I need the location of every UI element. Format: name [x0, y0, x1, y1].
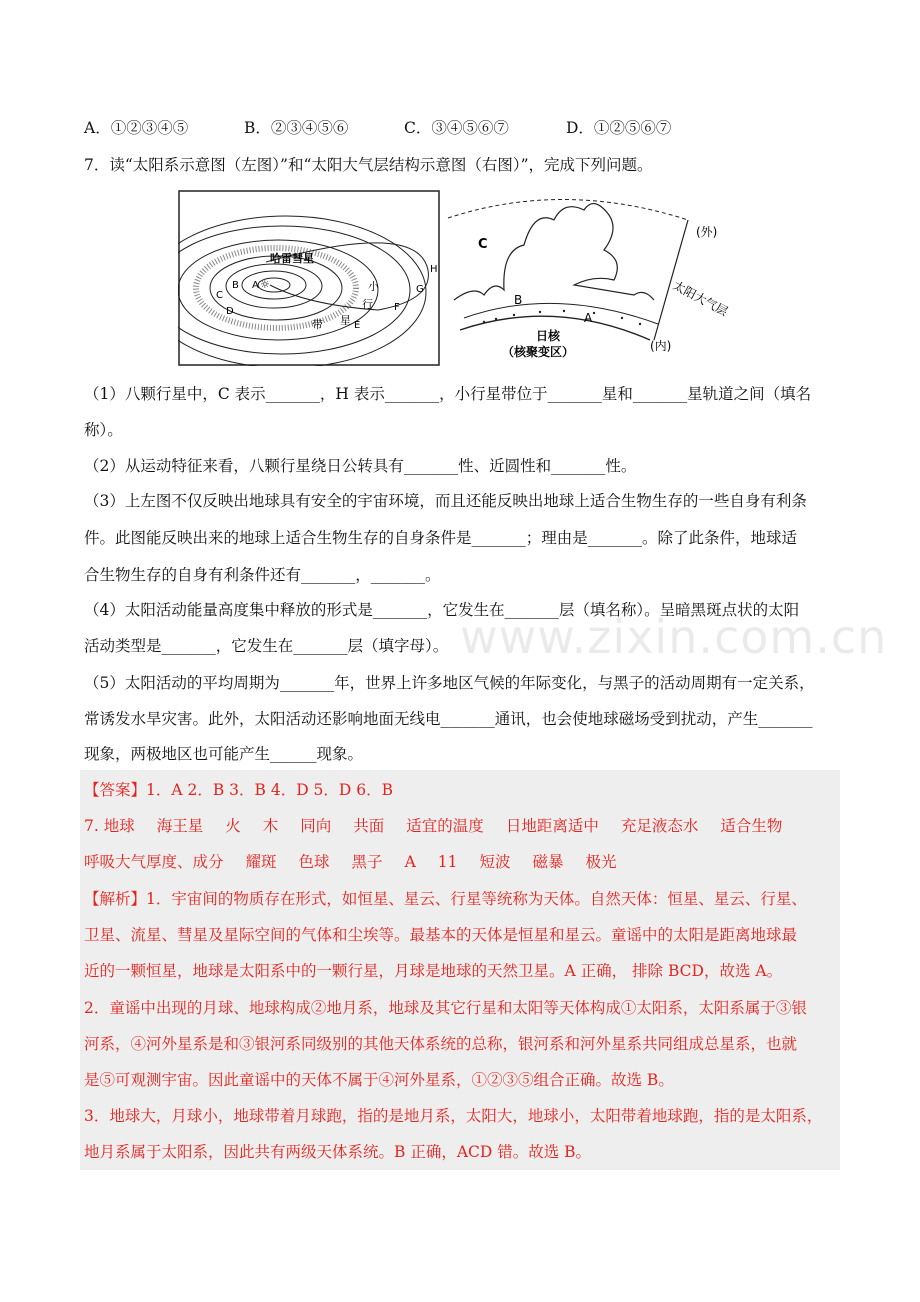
watermark: www.zixin.com.cn	[460, 610, 888, 664]
answer-item: 海王星	[156, 817, 204, 835]
option-a: A．①②③④⑤	[84, 119, 189, 137]
option-b: B．②③④⑤⑥	[244, 119, 349, 137]
asteroid-label-2: 行	[362, 298, 373, 311]
answer-item: 呼吸大气厚度、成分	[84, 853, 224, 871]
answer-item: 木	[262, 817, 279, 835]
planet-label-f: F	[394, 302, 400, 313]
sub1-line2: 称）。	[84, 421, 123, 439]
analysis-line1: 【解析】1．宇宙间的物质存在形式，如恒星、星云、行星等统称为天体。自然天体：恒星、星云、行星、	[84, 890, 807, 908]
label-core-sub: （核聚变区）	[502, 345, 575, 359]
analysis-line3: 近的一颗恒星，地球是太阳系中的一颗行星，月球是地球的天然卫星。A 正确， 排除 BCD，故选 A。	[84, 962, 783, 980]
sub5-line3: 现象，两极地区也可能产生______现象。	[84, 745, 364, 763]
answer-item: 充足液态水	[620, 817, 699, 835]
answer-line2	[84, 816, 804, 836]
asteroid-label-3: 星	[340, 314, 351, 327]
answer-item: 短波	[479, 853, 511, 871]
answer-item: 适宜的温度	[406, 817, 484, 835]
analysis-line8: 地月系属于太阳系，因此共有两级天体系统。B 正确，ACD 错。故选 B。	[84, 1143, 592, 1161]
asteroid-label-4: 带	[312, 318, 323, 331]
analysis-line6: 是⑤可观测宇宙。因此童谣中的天体不属于④河外星系，①②③⑤组合正确。故选 B。	[84, 1071, 674, 1089]
planet-label-a: A	[252, 280, 259, 291]
label-layer-b: B	[514, 293, 523, 307]
sub5-line1: （5）太阳活动的平均周期为_______年，世界上许多地区气候的年际变化，与黑子的活动周期有一定关系，	[84, 674, 815, 692]
sub3-line1: （3）上左图不仅反映出地球具有安全的宇宙环境，而且还能反映出地球上适合生物生存的一些自身有利条	[84, 492, 807, 510]
label-layer-c: C	[478, 237, 488, 252]
question-7-stem: 7．读“太阳系示意图（左图）”和“太阳大气层结构示意图（右图）”，完成下列问题。	[84, 156, 653, 174]
solar-system-figure	[178, 190, 440, 366]
sub5-line2: 常诱发水旱灾害。此外，太阳活动还影响地面无线电_______通讯，也会使地球磁场受到扰动，产生_______	[84, 710, 813, 728]
planet-label-d: D	[226, 306, 234, 317]
answer-item: 日地距离适中	[505, 817, 599, 835]
sub2: （2）从运动特征来看，八颗行星绕日公转具有_______性、近圆性和_______性。	[84, 457, 637, 475]
sub1-line1: （1）八颗行星中，C 表示_______，H 表示_______，小行星带位于_______星和_______星轨道之间（填名	[84, 385, 812, 403]
answer-item: 11	[437, 853, 458, 871]
answer-item: 火	[225, 817, 241, 835]
planet-label-h: H	[430, 264, 438, 275]
option-c: C．③④⑤⑥⑦	[404, 119, 509, 137]
options-row	[84, 118, 671, 138]
label-layer-a: A	[584, 311, 593, 325]
planet-label-b: B	[232, 280, 239, 291]
answer-item: 色球	[298, 853, 330, 871]
answer-item: 极光	[585, 853, 617, 871]
answer-item: A	[404, 853, 416, 871]
solar-atmosphere-figure	[444, 190, 764, 362]
planet-label-e: E	[354, 320, 361, 331]
label-atmosphere: 太阳大气层	[670, 278, 731, 319]
answer-line3	[84, 852, 639, 872]
asteroid-label-1: 小	[368, 280, 379, 293]
sub3-line3: 合生物生存的自身有利条件还有_______，_______。	[84, 566, 441, 584]
sub4-line1: （4）太阳活动能量高度集中释放的形式是_______，它发生在_______层（填名称）。呈暗黑斑点状的太阳	[84, 601, 800, 619]
analysis-line7: 3．地球大，月球小，地球带着月球跑，指的是地月系，太阳大，地球小，太阳带着地球跑，指的是太阳系，	[84, 1107, 823, 1125]
label-inner: (内)	[650, 339, 672, 353]
sun-icon: ☼	[260, 278, 270, 291]
sub4-line2: 活动类型是_______，它发生在_______层（填字母）。	[84, 637, 449, 655]
planet-label-g: G	[416, 284, 424, 295]
planet-label-c: C	[216, 290, 223, 301]
answer-line1: 【答案】1．A 2．B 3．B 4．D 5．D 6．B	[84, 781, 394, 799]
sub3-line2: 件。此图能反映出来的地球上适合生物生存的自身条件是_______；理由是_______。除了此条件，地球适	[84, 529, 798, 547]
answer-item: 7. 地球	[84, 817, 135, 835]
label-outer: (外)	[696, 225, 718, 239]
analysis-line2: 卫星、流星、彗星及星际空间的气体和尘埃等。最基本的天体是恒星和星云。童谣中的太阳是距离地球最	[84, 926, 798, 944]
option-d: D．①②⑤⑥⑦	[566, 119, 672, 137]
comet-label: 哈雷彗星	[270, 252, 314, 265]
answer-item: 适合生物	[720, 817, 783, 835]
analysis-line4: 2．童谣中出现的月球、地球构成②地月系，地球及其它行星和太阳等天体构成①太阳系，太阳系属于③银	[84, 999, 807, 1017]
answer-item: 同向	[300, 817, 332, 835]
answer-item: 磁暴	[532, 853, 564, 871]
analysis-line5: 河系，④河外星系是和③银河系同级别的其他天体系统的总称，银河系和河外星系共同组成总星系，也就	[84, 1035, 798, 1053]
answer-item: 黑子	[351, 853, 383, 871]
answer-item: 共面	[353, 817, 385, 835]
label-core: 日核	[536, 329, 561, 343]
answer-item: 耀斑	[245, 853, 277, 871]
